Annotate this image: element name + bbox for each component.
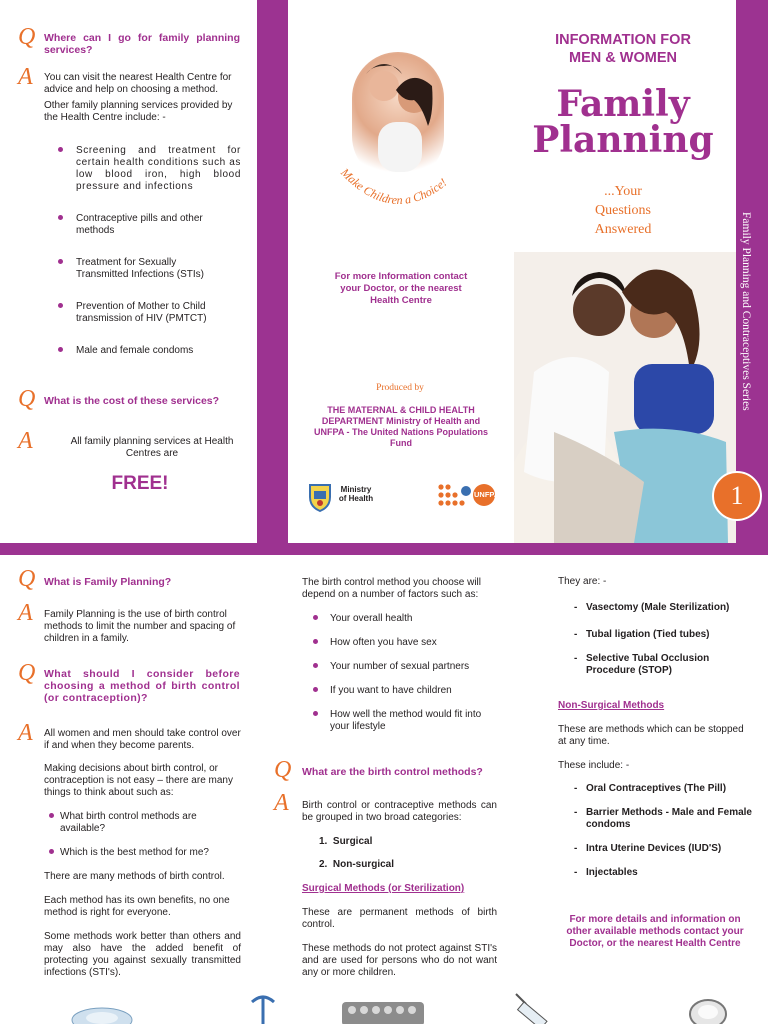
answer-what-fp: Family Planning is the use of birth control methods to limit the number and spacing of children in a family.: [44, 609, 236, 644]
list-dash: -: [574, 653, 578, 664]
surgical-method-item: Tubal ligation (Tied tubes): [586, 629, 710, 640]
bullet-dot: [49, 849, 54, 854]
bullet-dot: [313, 615, 318, 620]
ministry-crest-icon: [304, 481, 336, 513]
factors-intro: The birth control method you choose will depend on a number of factors such as:: [302, 577, 481, 600]
they-are-label: They are: -: [558, 576, 607, 587]
surgical-method-item: Selective Tubal Occlusion Procedure (STOP): [586, 653, 710, 676]
bullet-dot: [313, 711, 318, 716]
service-item: Male and female condoms: [76, 345, 194, 356]
service-item: Treatment for Sexually Transmitted Infections (STIs): [76, 257, 204, 280]
q-icon: Q: [18, 660, 36, 686]
surgical-paragraph-1: These are permanent methods of birth control.: [302, 907, 497, 930]
pill-pack-icon: [340, 998, 426, 1024]
paragraph-protection: Some methods work better than others and may also have the added benefit of protecting you against sexually transmitted infections (STI's).: [44, 931, 241, 978]
q-icon: Q: [274, 757, 292, 783]
paragraph-many-methods: There are many methods of birth control.: [44, 871, 225, 882]
series-number: 1: [730, 481, 744, 510]
bullet-dot: [58, 147, 63, 152]
question-where: Where can I go for family planning services?: [44, 32, 240, 56]
factor-item: Your overall health: [330, 613, 413, 624]
nonsurgical-method-item: Intra Uterine Devices (IUD'S): [586, 843, 722, 854]
series-number-badge: [712, 471, 762, 521]
q-icon: Q: [18, 386, 36, 412]
paragraph-benefits: Each method has its own benefits, no one method is right for everyone.: [44, 895, 230, 918]
list-dash: -: [574, 867, 578, 878]
iud-icon: [248, 994, 278, 1024]
bullet-dot: [58, 347, 63, 352]
answer-where-1: You can visit the nearest Health Centre for advice and help on choosing a method.: [44, 72, 232, 95]
question-cost: What is the cost of these services?: [44, 395, 220, 407]
consider-item: Which is the best method for me?: [60, 847, 209, 858]
cover-subtitle-3: Answered: [594, 222, 652, 237]
answer-where-2: Other family planning services provided by the Health Centre include: -: [44, 100, 233, 123]
factor-item: How often you have sex: [330, 637, 437, 648]
cover-title-line1: Family: [556, 83, 690, 125]
cover-subtitle-2: Questions: [595, 203, 651, 218]
condom-icon: [66, 996, 136, 1024]
couple-photo: [514, 252, 736, 543]
answer-methods: Birth control or contraceptive methods can be grouped in two broad categories:: [302, 800, 497, 823]
a-icon: A: [18, 428, 33, 454]
a-icon: A: [18, 720, 33, 746]
bullet-dot: [58, 259, 63, 264]
more-info-text: For more Information contact your Doctor, or the nearest Health Centre: [334, 271, 468, 306]
factor-item: Your number of sexual partners: [330, 661, 470, 672]
diaphragm-icon: [686, 990, 730, 1024]
produced-by: Produced by: [376, 383, 424, 393]
surgical-heading: Surgical Methods (or Sterilization): [302, 883, 465, 894]
list-dash: -: [574, 783, 578, 794]
list-dash: -: [574, 843, 578, 854]
series-label: Family Planning and Contraceptives Series: [740, 212, 752, 411]
cover-subtitle-1: ...Your: [604, 184, 642, 199]
slogan-arc: [320, 150, 480, 230]
factor-item: How well the method would fit into your lifestyle: [330, 709, 482, 732]
nonsurgical-method-item: Barrier Methods - Male and Female condoms: [586, 807, 752, 830]
service-item: Prevention of Mother to Child transmission of HIV (PMTCT): [76, 301, 207, 324]
bullet-dot: [58, 303, 63, 308]
q-icon: Q: [18, 24, 36, 50]
slogan-text: Make Children a Choice!: [338, 165, 450, 208]
cover-title-line2: Planning: [532, 119, 714, 161]
include-label: These include: -: [558, 760, 630, 771]
more-details-text: For more details and information on other available methods contact your Doctor, or the nearest Health Centre: [566, 914, 744, 949]
cover-heading: INFORMATION FOR MEN & WOMEN: [555, 32, 691, 66]
consider-item: What birth control methods are available?: [60, 811, 197, 834]
unfpa-logo-text: UNFPA: [474, 490, 500, 499]
ministry-logo-text: Ministry of Health: [338, 485, 374, 503]
nonsurgical-paragraph: These are methods which can be stopped at any time.: [558, 724, 744, 747]
surgical-paragraph-2: These methods do not protect against STI's and are used for persons who do not want any or more children.: [302, 943, 497, 978]
nonsurgical-heading: Non-Surgical Methods: [558, 700, 665, 711]
bullet-dot: [313, 663, 318, 668]
a-icon: A: [18, 600, 33, 626]
answer-consider: All women and men should take control over if and when they become parents.: [44, 728, 241, 751]
q-icon: Q: [18, 566, 36, 592]
bullet-dot: [58, 215, 63, 220]
surgical-method-item: Vasectomy (Male Sterilization): [586, 602, 730, 613]
category-surgical: 1. Surgical: [319, 836, 373, 847]
list-dash: -: [574, 629, 578, 640]
factor-item: If you want to have children: [330, 685, 452, 696]
answer-cost: All family planning services at Health Centres are: [70, 436, 234, 459]
producer-text: THE MATERNAL & CHILD HEALTH DEPARTMENT Ministry of Health and UNFPA - The United Nations Populations Fund: [314, 405, 488, 448]
service-item: Contraceptive pills and other methods: [76, 213, 203, 236]
category-nonsurgical: 2. Non-surgical: [319, 859, 395, 870]
bullet-dot: [313, 687, 318, 692]
syringe-icon: [512, 992, 556, 1024]
question-consider: What should I consider before choosing a method of birth control (or contraception)?: [44, 668, 240, 704]
service-item: Screening and treatment for certain health conditions such as low blood iron, high blood pressure and infections: [76, 145, 241, 192]
free-label: FREE!: [111, 473, 169, 494]
unfpa-logo: [436, 481, 500, 513]
list-dash: -: [574, 807, 578, 818]
question-methods: What are the birth control methods?: [302, 766, 483, 778]
list-dash: -: [574, 602, 578, 613]
question-what-fp: What is Family Planning?: [44, 576, 172, 588]
a-icon: A: [18, 64, 33, 90]
bullet-dot: [49, 813, 54, 818]
nonsurgical-method-item: Oral Contraceptives (The Pill): [586, 783, 727, 794]
svg-text:Make Children a Choice!: [337, 165, 449, 207]
bullet-dot: [313, 639, 318, 644]
nonsurgical-method-item: Injectables: [586, 867, 638, 878]
a-icon: A: [274, 790, 289, 816]
paragraph-decisions: Making decisions about birth control, or contraception is not easy – there are many things to think about such as:: [44, 763, 233, 798]
